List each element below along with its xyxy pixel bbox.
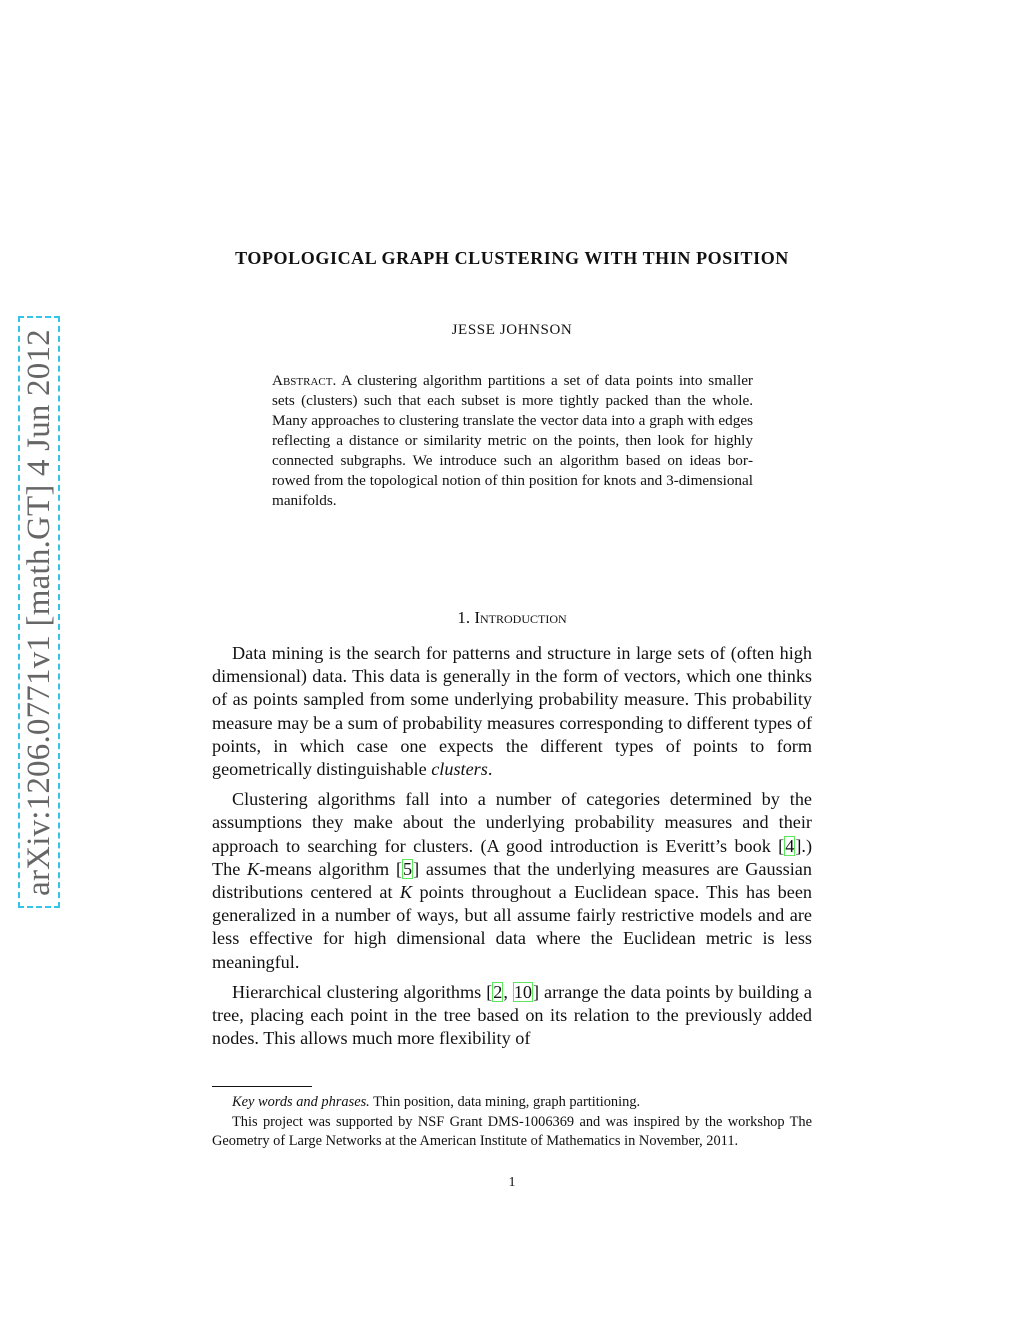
- paper-author: JESSE JOHNSON: [451, 322, 573, 338]
- paragraph-1: [212, 642, 812, 781]
- keywords-label: Key words and phrases.: [232, 1094, 370, 1110]
- page-number: 1: [508, 1175, 516, 1190]
- arxiv-identifier: arXiv:1206.0771v1 [math.GT] 4 Jun 2012: [20, 328, 57, 896]
- paper-title: TOPOLOGICAL GRAPH CLUSTERING WITH THIN POSITION: [235, 248, 789, 268]
- paragraph-text: Data mining is the search for patterns and structure in large sets of (often high dimensional) data. This data is generally in the form of vectors, which one thinks of as points sampled from some underlying probability measure. This probability measure may be a sum of probability measures corresponding to different types of points, in which case one expects the different types of points to form geometrically distinguishable: [212, 643, 812, 780]
- math-k: K: [247, 858, 260, 879]
- abstract-text: A clustering algorithm partitions a set of data points into smaller sets (clusters) such that each subset is more tightly packed than the whole. Many approaches to clustering translate the vector data into a graph with edges reflecting a distance or similarity metric on the points, then look for highly connected subgraphs. We introduce such an algorithm based on ideas borrowed from the topological notion of thin position for knots and 3-dimensional manifolds.: [272, 372, 753, 509]
- abstract-label: Abstract.: [272, 372, 337, 389]
- section-heading: [212, 608, 812, 628]
- abstract: [272, 371, 753, 511]
- emphasis-clusters: clusters: [431, 759, 488, 780]
- footnote-divider: [212, 1086, 312, 1087]
- section-number: 1.: [457, 608, 471, 627]
- paragraph-text: Clustering algorithms fall into a number of categories determined by the assumptions they make about the underlying probability measures and their approach to searching for clusters. (A good introduction is Everitt’s book: [212, 789, 812, 856]
- math-k: K: [399, 882, 413, 903]
- paragraph-text: points throughout a Euclidean space. This has been generalized in a number of ways, but all assume fairly restrictive models and are less effective for high dimensional data where the Euclidean metric is less meaningful.: [212, 882, 812, 972]
- paragraph-text: Hierarchical clustering algorithms: [232, 981, 487, 1002]
- paragraph-text: assumes that the underlying measures are Gaussian distributions centered at: [212, 858, 812, 903]
- paragraph-text: arrange the data points by building a tree, placing each point in the tree based on its relation to the previously added nodes. This allows much more flexibility of: [212, 981, 812, 1049]
- paragraph-3: Hierarchical clustering algorithms [2, 10] arrange the data points by building a tree, placing each point in the tree based on its relation to the previously added nodes. This allows much more flexibility of: [212, 981, 812, 1049]
- footnote-keywords: [212, 1093, 812, 1113]
- citation-link-2[interactable]: 2: [493, 981, 503, 1002]
- paragraph-text: .) The: [212, 835, 812, 879]
- keywords-text: Thin position, data mining, graph partitioning.: [369, 1094, 641, 1110]
- footnote-support: This project was supported by NSF Grant DMS-1006369 and was inspired by the workshop The Geometry of Large Networks at the American Institute of Mathematics in November, 2011.: [212, 1113, 812, 1150]
- body-text: [212, 642, 812, 1057]
- citation-link-10[interactable]: 10: [513, 981, 533, 1002]
- arxiv-identifier-stamp: [18, 316, 60, 908]
- citation-separator: ,: [503, 981, 513, 1002]
- paragraph-2: Clustering algorithms fall into a number of categories determined by the assumptions they make about the underlying probability measures and their approach to searching for clusters. (A good introduction is Everitt’s book [4].) The K-means algorithm [5] assumes that the underlying measures are Gaussian distributions centered at K points throughout a Euclidean space. This has been generalized in a number of ways, but all assume fairly restrictive models and are less effective for high dimensional data where the Euclidean metric is less meaningful.: [212, 789, 812, 972]
- section-title: Introduction: [474, 608, 567, 627]
- footnotes: [212, 1093, 812, 1152]
- citation-link-5[interactable]: 5: [403, 858, 413, 879]
- paragraph-text: -means algorithm: [259, 858, 396, 879]
- paragraph-text: .: [487, 759, 493, 780]
- citation-link-4[interactable]: 4: [785, 835, 795, 856]
